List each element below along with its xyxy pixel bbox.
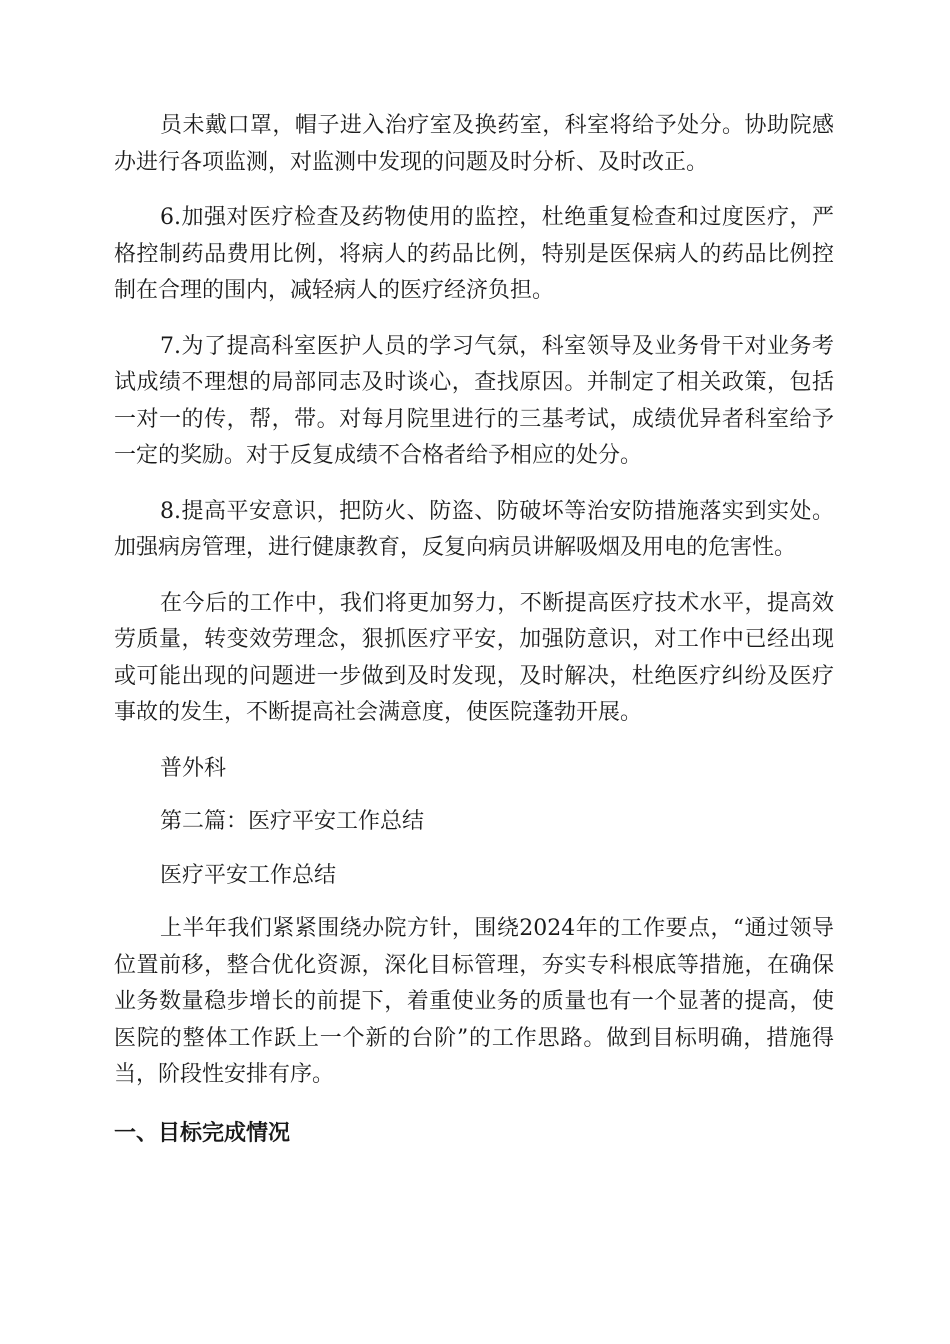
paragraph-item-7: 7.为了提高科室医护人员的学习气氛，科室领导及业务骨干对业务考试成绩不理想的局部同志及时谈心，查找原因。并制定了相关政策，包括一对一的传，帮，带。对每月院里进行的三基考试，成绩优异者科室给予一定的奖励。对于反复成绩不合格者给予相应的处分。 (114, 333, 834, 468)
section-title: 第二篇：医疗平安工作总结 (160, 809, 425, 834)
department-signature: 普外科 (160, 755, 227, 781)
paragraph-item-6: 6.加强对医疗检查及药物使用的监控，杜绝重复检查和过度医疗，严格控制药品费用比例，将病人的药品比例，特别是医保病人的药品比例控制在合理的围内，减轻病人的医疗经济负担。 (114, 205, 834, 303)
paragraph-infection-control: 员未戴口罩，帽子进入治疗室及换药室，科室将给予处分。协助院感办进行各项监测，对监测中发现的问题及时分析、及时改正。 (114, 113, 834, 175)
paragraph-future-work: 在今后的工作中，我们将更加努力，不断提高医疗技术水平，提高效劳质量，转变效劳理念，狠抓医疗平安，加强防意识，对工作中已经出现或可能出现的问题进一步做到及时发现，及时解决，杜绝医疗纠纷及医疗事故的发生，不断提高社会满意度，使医院蓬勃开展。 (114, 590, 834, 725)
paragraph-item-8: 8.提高平安意识，把防火、防盗、防破坏等治安防措施落实到实处。加强病房管理，进行健康教育，反复向病员讲解吸烟及用电的危害性。 (114, 498, 834, 560)
document-title: 医疗平安工作总结 (160, 862, 337, 888)
heading-goal-completion: 一、目标完成情况 (114, 1120, 291, 1146)
paragraph-intro: 上半年我们紧紧围绕办院方针，围绕2024年的工作要点，“通过领导位置前移，整合优化资源，深化目标管理，夯实专科根底等措施，在确保业务数量稳步增长的前提下，着重使业务的质量也有一个显著的提高，使医院的整体工作跃上一个新的台阶”的工作思路。做到目标明确，措施得当，阶段性安排有序。 (114, 916, 834, 1087)
document-page (114, 108, 834, 1152)
